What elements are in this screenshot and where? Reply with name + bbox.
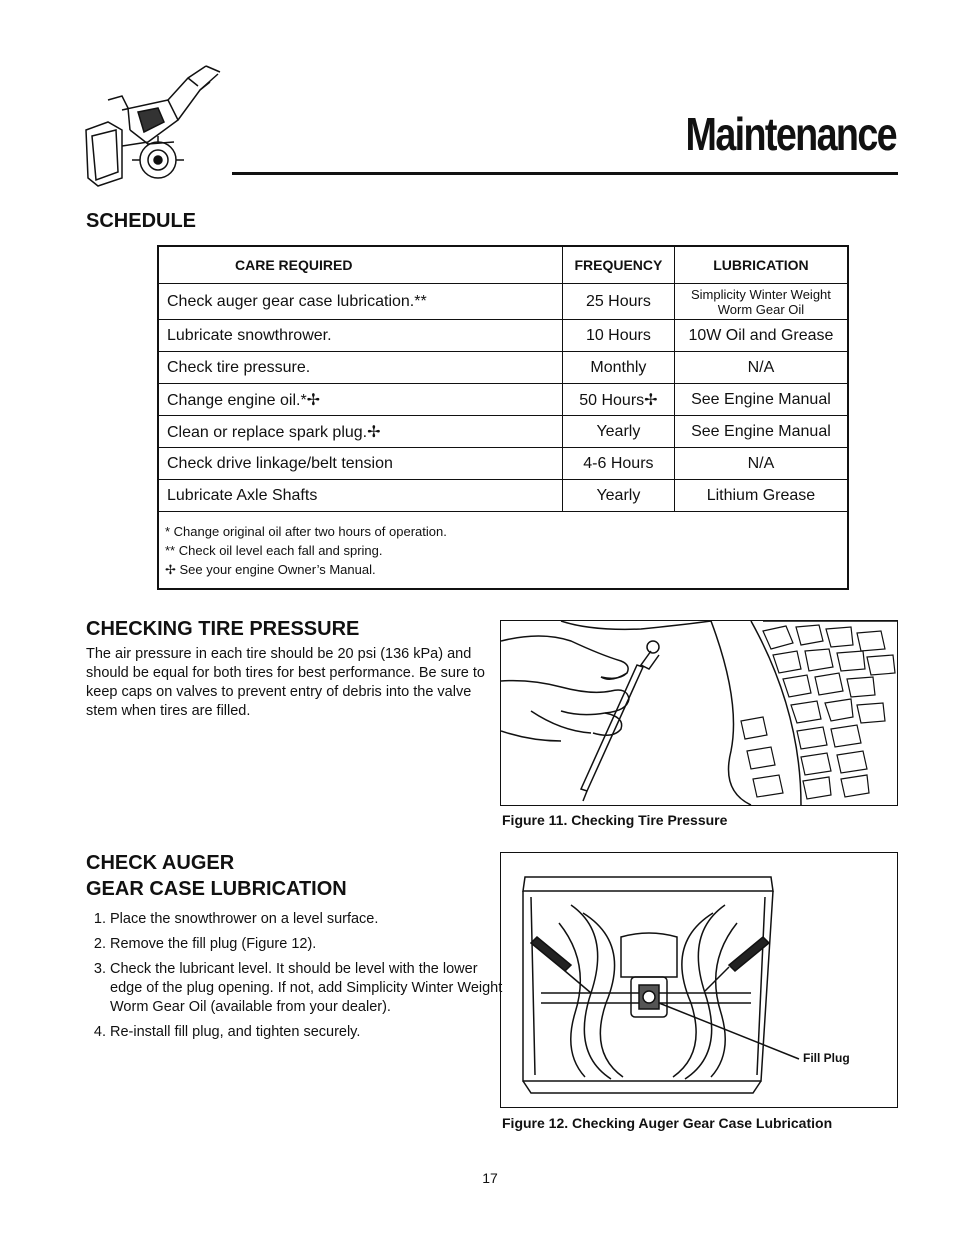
table-header-row [158,246,848,284]
lubrication-cell: Simplicity Winter Weight Worm Gear Oil [674,284,848,320]
table-notes-row [158,512,848,590]
frequency-cell: 25 Hours [562,284,674,320]
lubrication-cell: See Engine Manual [674,416,848,448]
auger-heading-line-1: CHECK AUGER [86,852,235,874]
list-item: 4. Re-install fill plug, and tighten securely. [110,1023,506,1042]
schedule-heading: SCHEDULE [86,210,197,232]
frequency-cell: Yearly [562,480,674,512]
care-cell: Change engine oil.*✢ [158,384,562,416]
snowthrower-logo [78,60,230,190]
frequency-cell: 10 Hours [562,320,674,352]
note-oil-level: ** Check oil level each fall and spring. [165,542,383,558]
care-cell: Lubricate Axle Shafts [158,480,562,512]
lubrication-cell: N/A [674,352,848,384]
table-row [158,384,848,416]
col-frequency: FREQUENCY [562,246,674,284]
table-notes [158,512,848,590]
auger-heading-line-2: GEAR CASE LUBRICATION [86,878,347,900]
page-title: Maintenance [685,108,896,160]
list-item: 1. Place the snowthrower on a level surface. [110,910,506,929]
figure-11-tire-gauge [500,620,898,806]
frequency-cell: Monthly [562,352,674,384]
note-engine-manual: ✢ See your engine Owner’s Manual. [165,561,376,577]
table-row [158,480,848,512]
lubrication-cell: 10W Oil and Grease [674,320,848,352]
care-cell: Check auger gear case lubrication.** [158,284,562,320]
care-cell: Check tire pressure. [158,352,562,384]
col-care-required: CARE REQUIRED [158,246,562,284]
fill-plug-label: Fill Plug [803,1051,850,1065]
list-item: 2. Remove the fill plug (Figure 12). [110,935,506,954]
figure-12-auger-housing [500,852,898,1108]
table-row [158,416,848,448]
lubrication-cell: Lithium Grease [674,480,848,512]
figure-11-caption: Figure 11. Checking Tire Pressure [502,812,728,828]
tire-pressure-text: The air pressure in each tire should be 20 psi (136 kPa) and should be equal for both tires for best performance. Be sure to keep caps on valves to prevent entry of debris into the valve stem when tires are filled. [86,646,485,719]
table-row [158,448,848,480]
frequency-cell: 4-6 Hours [562,448,674,480]
table-row [158,284,848,320]
table-row [158,352,848,384]
care-cell: Clean or replace spark plug.✢ [158,416,562,448]
title-rule [232,172,898,175]
maintenance-schedule-table [157,245,849,590]
note-oil-change: * Change original oil after two hours of operation. [165,523,447,539]
col-lubrication: LUBRICATION [674,246,848,284]
list-item: 3. Check the lubricant level. It should be level with the lower edge of the plug opening. If not, add Simplicity Winter Weight Worm Gear Oil (available from your dealer). [110,960,506,1017]
care-cell: Lubricate snowthrower. [158,320,562,352]
figure-12-caption: Figure 12. Checking Auger Gear Case Lubrication [502,1115,833,1131]
page-number: 17 [482,1170,498,1186]
tire-pressure-heading: CHECKING TIRE PRESSURE [86,618,360,640]
lubrication-cell: N/A [674,448,848,480]
auger-heading [86,850,347,902]
auger-steps-list [86,910,506,1048]
care-cell: Check drive linkage/belt tension [158,448,562,480]
lubrication-cell: See Engine Manual [674,384,848,416]
table-row [158,320,848,352]
frequency-cell: Yearly [562,416,674,448]
frequency-cell: 50 Hours✢ [562,384,674,416]
